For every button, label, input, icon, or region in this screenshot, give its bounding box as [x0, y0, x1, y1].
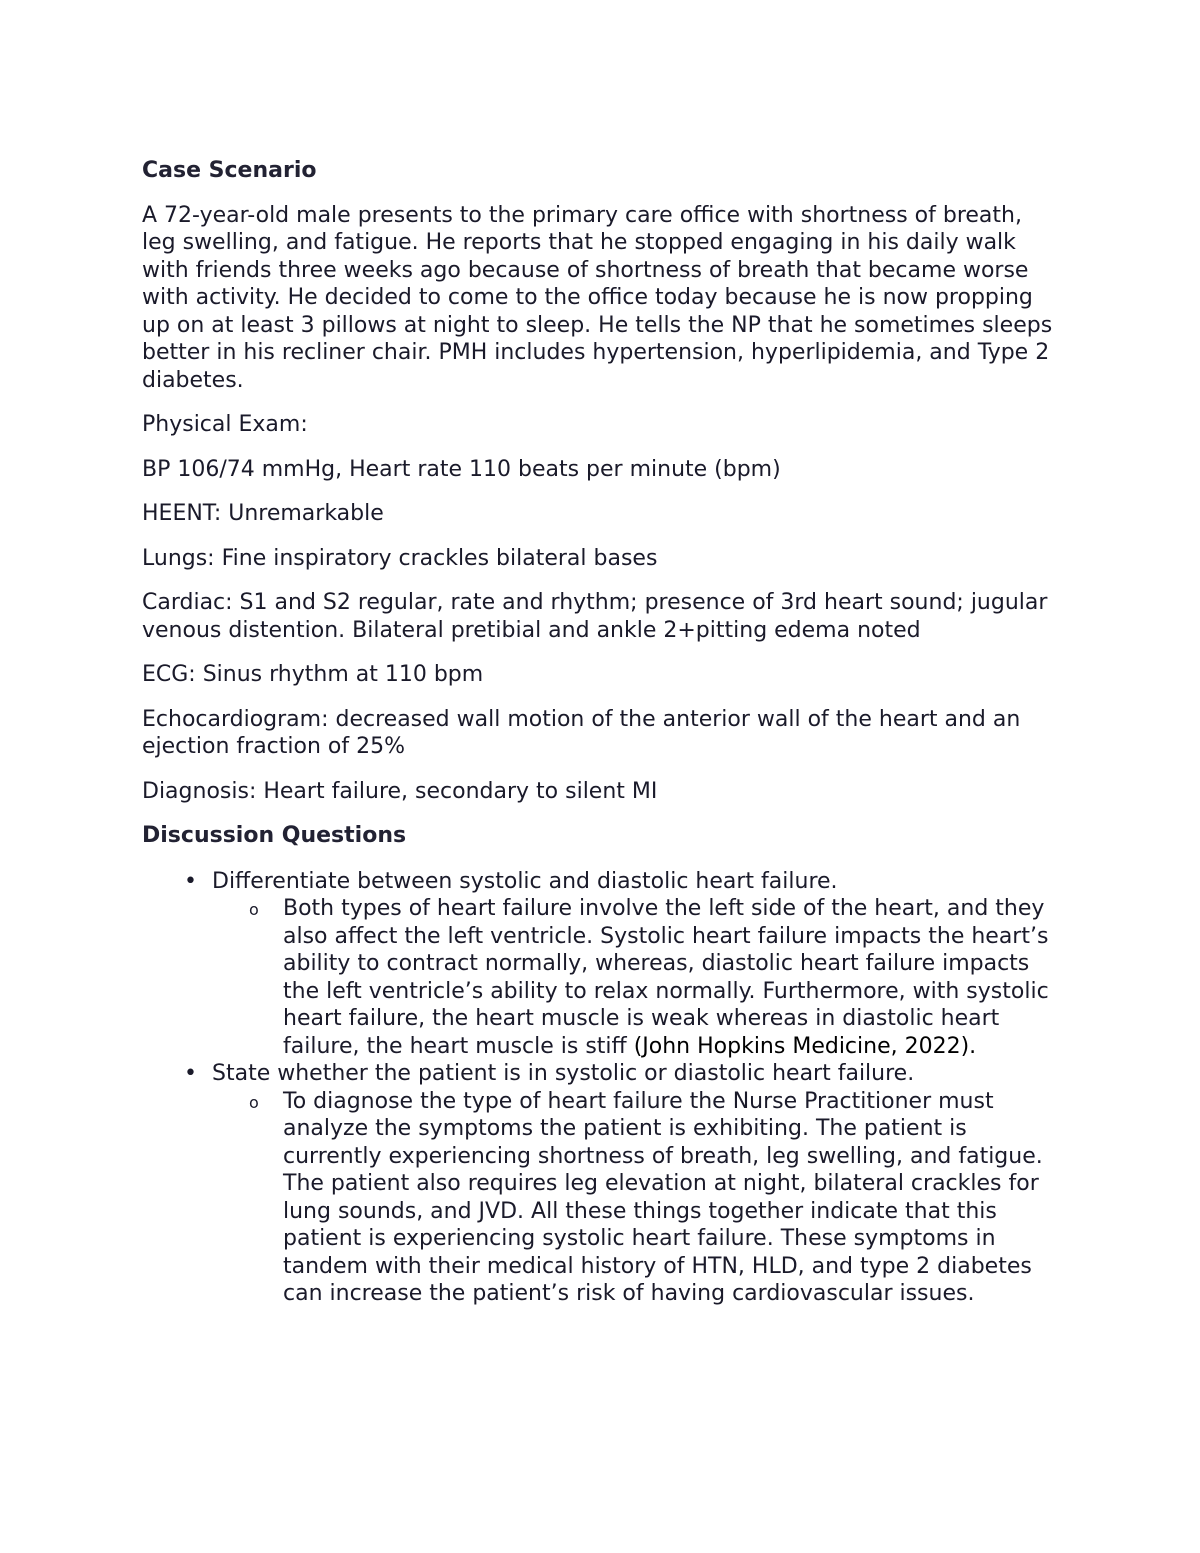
vitals-line: BP 106/74 mmHg, Heart rate 110 beats per minute (bpm) [142, 456, 781, 482]
answer-text: To diagnose the type of heart failure the Nurse Practitioner must analyze the symptoms the patient is exhibiting. The patient is currently experiencing shortness of breath, leg swelling, and fatigue. The patient also requires leg elevation at night, bilateral crackles for lung sounds, and JVD. All these things together indicate that this patient is experiencing systolic heart failure. These symptoms in tandem with their medical history of HTN, HLD, and type 2 diabetes can increase the patient’s risk of having cardiovascular issues. [283, 1088, 1043, 1306]
echo-line: Echocardiogram: decreased wall motion of the anterior wall of the heart and an ejection fraction of 25% [142, 706, 1021, 759]
citation-text: (John Hopkins Medicine, 2022). [633, 1033, 977, 1059]
answer-list [212, 1088, 1062, 1308]
answer-text: Both types of heart failure involve the left side of the heart, and they also affect the left ventricle. Systolic heart failure impacts the heart’s ability to contract normally, whereas, diastolic heart failure impacts the left ventricle’s ability to relax normally. Furthermore, with systolic heart failure, the heart muscle is weak whereas in diastolic heart failure, the heart muscle is stiff [283, 896, 1049, 1059]
case-scenario-heading: Case Scenario [142, 158, 317, 183]
physical-exam-label: Physical Exam: [142, 412, 308, 437]
cardiac-line: Cardiac: S1 and S2 regular, rate and rhythm; presence of 3rd heart sound; jugular venous distention. Bilateral pretibial and ankle 2+pitting edema noted [142, 590, 1048, 643]
diagnosis-line: Diagnosis: Heart failure, secondary to silent MI [142, 778, 658, 804]
heent-line: HEENT: Unremarkable [142, 501, 384, 526]
question-item [142, 868, 1062, 1061]
question-text: State whether the patient is in systolic or diastolic heart failure. [212, 1061, 915, 1086]
sub-bullet-icon: o [249, 900, 259, 919]
bullet-icon: • [184, 1061, 197, 1086]
ecg-line: ECG: Sinus rhythm at 110 bpm [142, 662, 484, 687]
discussion-questions-heading: Discussion Questions [142, 823, 407, 848]
sub-bullet-icon: o [249, 1092, 259, 1112]
question-text: Differentiate between systolic and diastolic heart failure. [212, 868, 838, 894]
bullet-icon: • [184, 868, 197, 894]
document-page [142, 157, 1062, 1308]
question-item [142, 1060, 1062, 1308]
lungs-line: Lungs: Fine inspiratory crackles bilateral bases [142, 545, 658, 571]
answer-list [212, 895, 1062, 1060]
case-intro-paragraph: A 72-year-old male presents to the primary care office with shortness of breath, leg swelling, and fatigue. He reports that he stopped engaging in his daily walk with friends three weeks ago because of shortness of breath that became worse with activity. He decided to come to the office today because he is now propping up on at least 3 pillows at night to sleep. He tells the NP that he sometimes sleeps better in his recliner chair. PMH includes hypertension, hyperlipidemia, and Type 2 diabetes. [142, 202, 1053, 393]
answer-item [142, 1088, 1062, 1308]
answer-item [142, 895, 1062, 1060]
discussion-question-list [142, 868, 1062, 1308]
